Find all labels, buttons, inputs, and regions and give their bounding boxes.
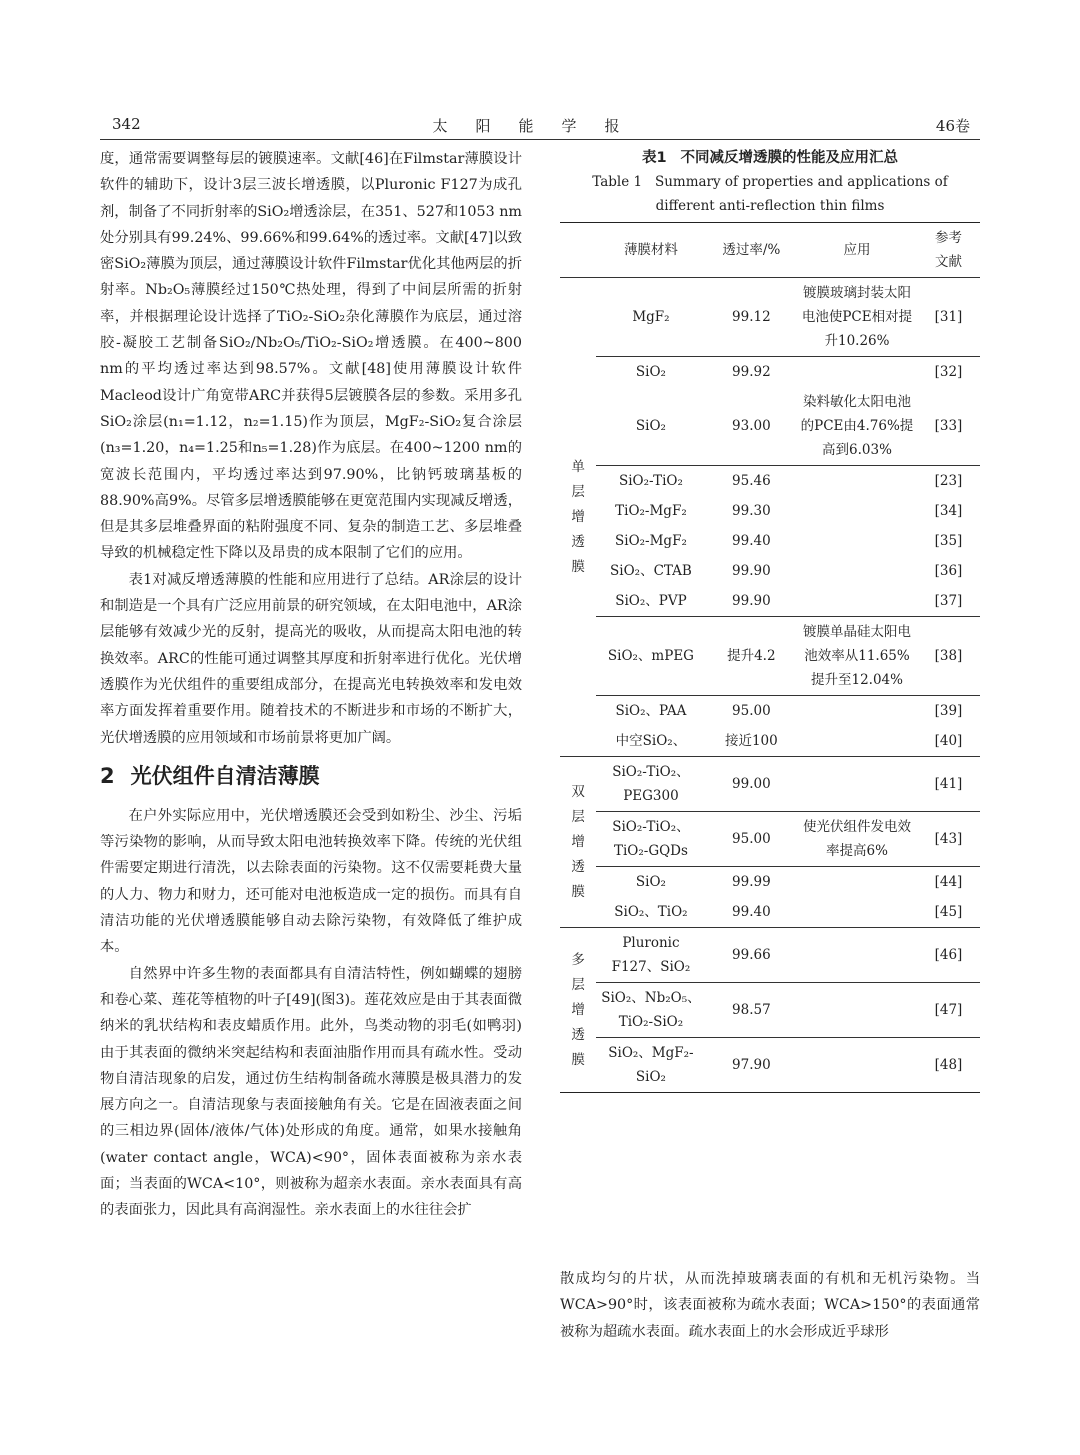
- summary-table: [560, 222, 980, 1093]
- body-paragraph: 表1对减反增透薄膜的性能和应用进行了总结。AR涂层的设计和制造是一个具有广泛应用前景的研究领域，在太阳电池中，AR涂层能够有效减少光的反射，提高光的吸收，从而提高太阳电池的转换效率。ARC的性能可通过调整其厚度和折射率进行优化。光伏增透膜作为光伏组件的重要组成部分，在提高光电转换效率和发电效率方面发挥着重要作用。随着技术的不断进步和市场的不断扩大，光伏增透膜的应用领域和市场前景将更加广阔。: [100, 571, 522, 746]
- right-column: [560, 1266, 980, 1345]
- table-row: 单层增透膜 MgF₂ 99.12 镀膜玻璃封装太阳电池使PCE相对提升10.26% [31]: [560, 278, 980, 357]
- section-number: 2: [100, 763, 115, 788]
- table-title-zh: 不同减反增透膜的性能及应用汇总: [680, 150, 899, 166]
- table-row: 双层增透膜 SiO₂-TiO₂、PEG300 99.00 [41]: [560, 757, 980, 812]
- table-row: SiO₂-TiO₂、TiO₂-GQDs 95.00 使光伏组件发电效率提高6% [43]: [560, 812, 980, 867]
- table-row: SiO₂-MgF₂ 99.40 [35]: [615, 533, 963, 549]
- table-title-en-2: different anti-reflection thin films: [655, 198, 885, 214]
- table-row: SiO₂、Nb₂O₅、TiO₂-SiO₂ 98.57 [47]: [560, 983, 980, 1038]
- category-multi: 多层增透膜: [571, 951, 585, 1068]
- table-row: SiO₂-TiO₂ 95.46 [23]: [560, 466, 980, 497]
- section-heading: [100, 761, 522, 791]
- volume-label: 46卷: [935, 117, 970, 135]
- header-transmittance: 透过率/%: [722, 242, 781, 258]
- body-paragraph: 度，通常需要调整每层的镀膜速率。文献[46]在Filmstar薄膜设计软件的辅助下，设计3层三波长增透膜，以Pluronic F127为成孔剂，制备了不同折射率的SiO₂增透涂层，在351、527和1053 nm处分别具有99.24%、99.66%和99.64%的透过率。文献[47]以致密SiO₂薄膜为顶层，通过薄膜设计软件Filmstar优化其他两层的折射率。Nb₂O₅薄膜经过150℃热处理，得到了中间层所需的折射率，并根据理论设计选择了TiO₂-SiO₂杂化薄膜作为底层，通过溶胶-凝胶工艺制备SiO₂/Nb₂O₅/TiO₂-SiO₂增透膜。在400~800 nm的平均透过率达到98.57%。文献[48]使用薄膜设计软件Macleod设计广角宽带ARC并获得5层镀膜各层的参数。采用多孔SiO₂涂层(n₁=1.12，n₂=1.15)作为顶层，MgF₂-SiO₂复合涂层(n₃=1.20，n₄=1.25和n₅=1.28)作为底层。在400~1200 nm的宽波长范围内，平均透过率达到97.90%，比钠钙玻璃基板的88.90%高9%。尽管多层增透膜能够在更宽范围内实现减反增透，但是其多层堆叠界面的粘附强度不同、复杂的制造工艺、多层堆叠导致的机械稳定性下降以及昂贵的成本限制了它们的应用。: [100, 151, 522, 562]
- body-paragraph: 散成均匀的片状，从而洗掉玻璃表面的有机和无机污染物。当WCA>90°时，该表面被称为疏水表面；WCA>150°的表面通常被称为超疏水表面。疏水表面上的水会形成近乎球形: [560, 1271, 980, 1340]
- category-double: 双层增透膜: [560, 757, 596, 928]
- table-label-en: Table 1: [592, 174, 643, 190]
- table-row: SiO₂、MgF₂-SiO₂ 97.90 [48]: [560, 1038, 980, 1093]
- header-material: 薄膜材料: [623, 242, 678, 258]
- page-number: 342: [112, 115, 141, 133]
- table-row: SiO₂ 99.99 [44]: [560, 867, 980, 898]
- page-header: [100, 113, 980, 140]
- table-row: TiO₂-MgF₂ 99.30 [34]: [615, 503, 963, 519]
- table-row: 多层增透膜 Pluronic F127、SiO₂ 99.66 [46]: [560, 928, 980, 983]
- table-caption: [560, 146, 980, 218]
- body-paragraph: 在户外实际应用中，光伏增透膜还会受到如粉尘、沙尘、污垢等污染物的影响，从而导致太阳电池转换效率下降。传统的光伏组件需要定期进行清洗，以去除表面的污染物。这不仅需要耗费大量的人力、物力和财力，还可能对电池板造成一定的损伤。而具有自清洁功能的光伏增透膜能够自动去除污染物，有效降低了维护成本。: [100, 807, 522, 956]
- category-single: 单层增透膜: [560, 278, 596, 757]
- left-column: [100, 146, 522, 1224]
- table-row: SiO₂ 99.92 [32]: [560, 357, 980, 388]
- table-label: 表1: [641, 150, 667, 166]
- table-row: SiO₂、TiO₂ 99.40 [45]: [560, 897, 980, 928]
- table-row: SiO₂、PVP 99.90 [37]: [615, 593, 963, 609]
- section-title: 光伏组件自清洁薄膜: [130, 763, 320, 788]
- table-row: SiO₂、PAA 95.00 [39]: [560, 696, 980, 727]
- table-row: SiO₂、mPEG 提升4.2 镀膜单晶硅太阳电池效率从11.65%提升至12.04% [38]: [560, 617, 980, 696]
- table-row: SiO₂ 93.00 染料敏化太阳电池的PCE由4.76%提高到6.03% [33]: [635, 394, 963, 458]
- body-paragraph: 自然界中许多生物的表面都具有自清洁特性，例如蝴蝶的翅膀和卷心菜、莲花等植物的叶子[49](图3)。莲花效应是由于其表面微纳米的乳状结构和表皮蜡质作用。此外，鸟类动物的羽毛(如鸭羽)由于其表面的微纳米突起结构和表面油脂作用而具有疏水性。受动物自清洁现象的启发，通过仿生结构制备疏水薄膜是极具潜力的发展方向之一。自清洁现象与表面接触角有关。它是在固液表面之间的三相边界(固体/液体/气体)处形成的角度。通常，如果水接触角(water contact angle，WCA)<90°，固体表面被称为亲水表面；当表面的WCA<10°，则被称为超亲水表面。亲水表面具有高的表面张力，因此具有高润湿性。亲水表面上的水往往会扩: [100, 965, 522, 1219]
- header-application: 应用: [843, 242, 871, 258]
- table-title-en-1: Summary of properties and applications of: [654, 174, 948, 190]
- table-row: SiO₂、CTAB 99.90 [36]: [610, 563, 963, 579]
- header-reference: 参考 文献: [934, 230, 962, 270]
- table-row: 中空SiO₂、 接近100 [40]: [560, 726, 980, 757]
- journal-title: 太阳能学报: [432, 117, 648, 135]
